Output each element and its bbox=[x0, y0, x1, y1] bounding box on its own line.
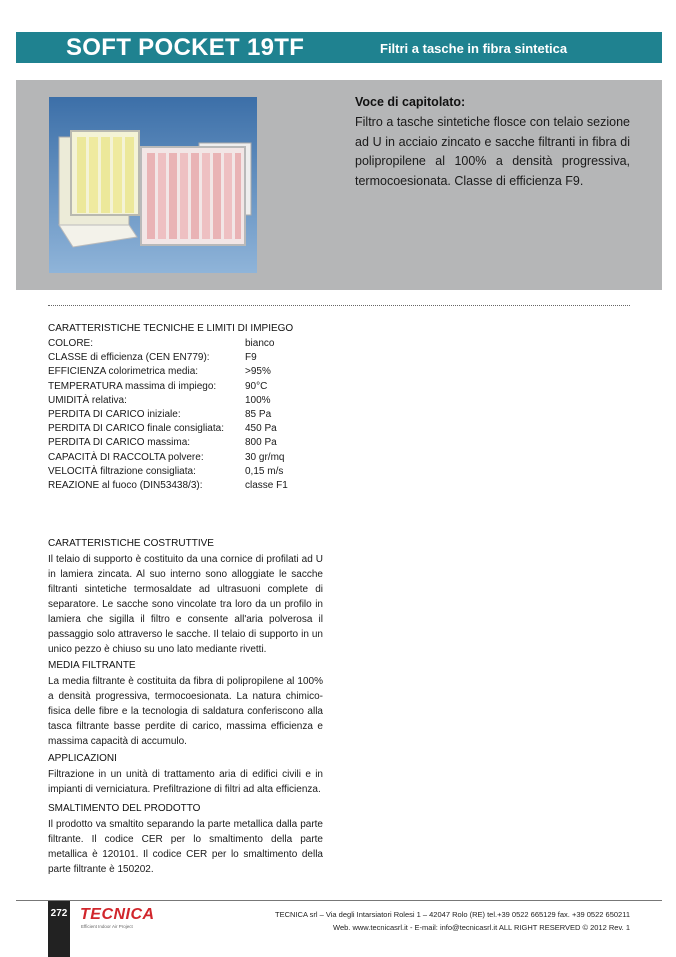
spec-label: EFFICIENZA colorimetrica media: bbox=[48, 366, 199, 378]
footer-divider bbox=[16, 900, 662, 901]
spec-label: UMIDITÀ relativa: bbox=[48, 394, 127, 406]
company-logo: TECNICA bbox=[80, 906, 155, 923]
logo-tagline: Efficient Indoor Air Project bbox=[81, 924, 133, 929]
spec-value: 30 gr/mq bbox=[245, 451, 285, 463]
page-title: SOFT POCKET 19TF bbox=[66, 34, 305, 61]
specs-title: CARATTERISTICHE TECNICHE E LIMITI DI IMPIEGO bbox=[48, 323, 294, 334]
spec-row bbox=[48, 479, 348, 493]
spec-value: bianco bbox=[245, 338, 275, 349]
specs-table bbox=[48, 337, 348, 493]
section-title: MEDIA FILTRANTE bbox=[48, 660, 136, 671]
company-address: TECNICA srl – Via degli Intarsiatori Rolesi 1 – 42047 Rolo (RE) tel.+39 0522 665129 fax. +39 0522 650211 bbox=[275, 910, 630, 919]
spec-value: 85 Pa bbox=[245, 408, 272, 420]
spec-row bbox=[48, 408, 348, 422]
company-web: Web. www.tecnicasrl.it - E-mail: info@tecnicasrl.it ALL RIGHT RESERVED © 2012 Rev. 1 bbox=[333, 923, 630, 932]
capitolato-text: Filtro a tasche sintetiche flosce con telaio sezione ad U in acciaio zincato e sacche filtranti in fibra di polipropilene al 100% a densità progressiva, termocoesionata. Classe di efficienza F9. bbox=[355, 115, 630, 188]
spec-value: 90°C bbox=[245, 380, 268, 392]
spec-label: COLORE: bbox=[48, 338, 94, 349]
spec-value: 100% bbox=[245, 394, 271, 406]
spec-label: PERDITA DI CARICO finale consigliata: bbox=[48, 423, 224, 435]
section-costruttive bbox=[48, 538, 323, 657]
spec-row bbox=[48, 380, 348, 394]
capitolato-title: Voce di capitolato: bbox=[355, 95, 466, 109]
spec-value: 0,15 m/s bbox=[245, 465, 284, 477]
product-photo bbox=[49, 97, 257, 273]
section-applicazioni bbox=[48, 753, 323, 797]
section-smaltimento bbox=[48, 803, 323, 877]
pink-filter-image bbox=[141, 143, 251, 245]
spec-label: CAPACITÀ DI RACCOLTA polvere: bbox=[48, 451, 204, 463]
section-text: La media filtrante è costituita da fibra di polipropilene al 100% a densità progressiva, termocoesionata. La natura chimico-fisica delle fibre e la tecnologia di saldatura conferiscono alla tasca filtrante basse perdite di carico, massima efficienza e massima capacità di accumulo. bbox=[48, 676, 323, 747]
spec-label: VELOCITÀ filtrazione consigliata: bbox=[48, 465, 196, 477]
spec-value: >95% bbox=[245, 366, 271, 378]
section-media bbox=[48, 660, 323, 749]
spec-row bbox=[48, 422, 348, 436]
section-title: APPLICAZIONI bbox=[48, 753, 117, 764]
section-text: Filtrazione in un unità di trattamento aria di edifici civili e in impianti di verniciatura. Prefiltrazione di filtri ad alta efficienza. bbox=[48, 769, 323, 795]
spec-label: REAZIONE al fuoco (DIN53438/3): bbox=[48, 479, 203, 491]
spec-value: 450 Pa bbox=[245, 423, 277, 435]
spec-row bbox=[48, 394, 348, 408]
spec-label: CLASSE di efficienza (CEN EN779): bbox=[48, 352, 210, 364]
yellow-filter-image bbox=[59, 131, 139, 247]
dotted-divider bbox=[48, 305, 630, 306]
page-number: 272 bbox=[50, 908, 68, 919]
spec-row bbox=[48, 465, 348, 479]
spec-value: 800 Pa bbox=[245, 437, 277, 449]
spec-row bbox=[48, 451, 348, 465]
spec-label: PERDITA DI CARICO massima: bbox=[48, 437, 191, 449]
section-title: CARATTERISTICHE COSTRUTTIVE bbox=[48, 538, 214, 549]
spec-label: PERDITA DI CARICO iniziale: bbox=[48, 408, 181, 420]
spec-value: classe F1 bbox=[245, 479, 288, 491]
intro-panel bbox=[16, 80, 662, 290]
spec-row bbox=[48, 436, 348, 450]
section-title: SMALTIMENTO DEL PRODOTTO bbox=[48, 803, 201, 814]
title-banner bbox=[16, 32, 662, 63]
spec-label: TEMPERATURA massima di impiego: bbox=[48, 380, 217, 392]
section-text: Il telaio di supporto è costituito da una cornice di profilati ad U in lamiera zincata. Al suo interno sono alloggiate le sacche filtranti sintetiche termosaldate ad ultrasuoni complete di separatore. Le sacche sono vincolate tra loro da un profilo in lamiera che sigilla il filtro e consente all'aria polverosa il passaggio solo attraverso le sacche. Il telaio di supporto in un unico pezzo è chiuso su uno lato mediante rivetti. bbox=[48, 554, 323, 655]
spec-value: F9 bbox=[245, 352, 257, 364]
section-text: Il prodotto va smaltito separando la parte metallica dalla parte filtrante. Il codice CER per lo smaltimento della parte metallica è 120101. Il codice CER per lo smaltimento della parte filtrante è 150202. bbox=[48, 819, 323, 875]
page-subtitle: Filtri a tasche in fibra sintetica bbox=[380, 41, 568, 56]
spec-row bbox=[48, 337, 348, 351]
spec-row bbox=[48, 365, 348, 379]
spec-row bbox=[48, 351, 348, 365]
